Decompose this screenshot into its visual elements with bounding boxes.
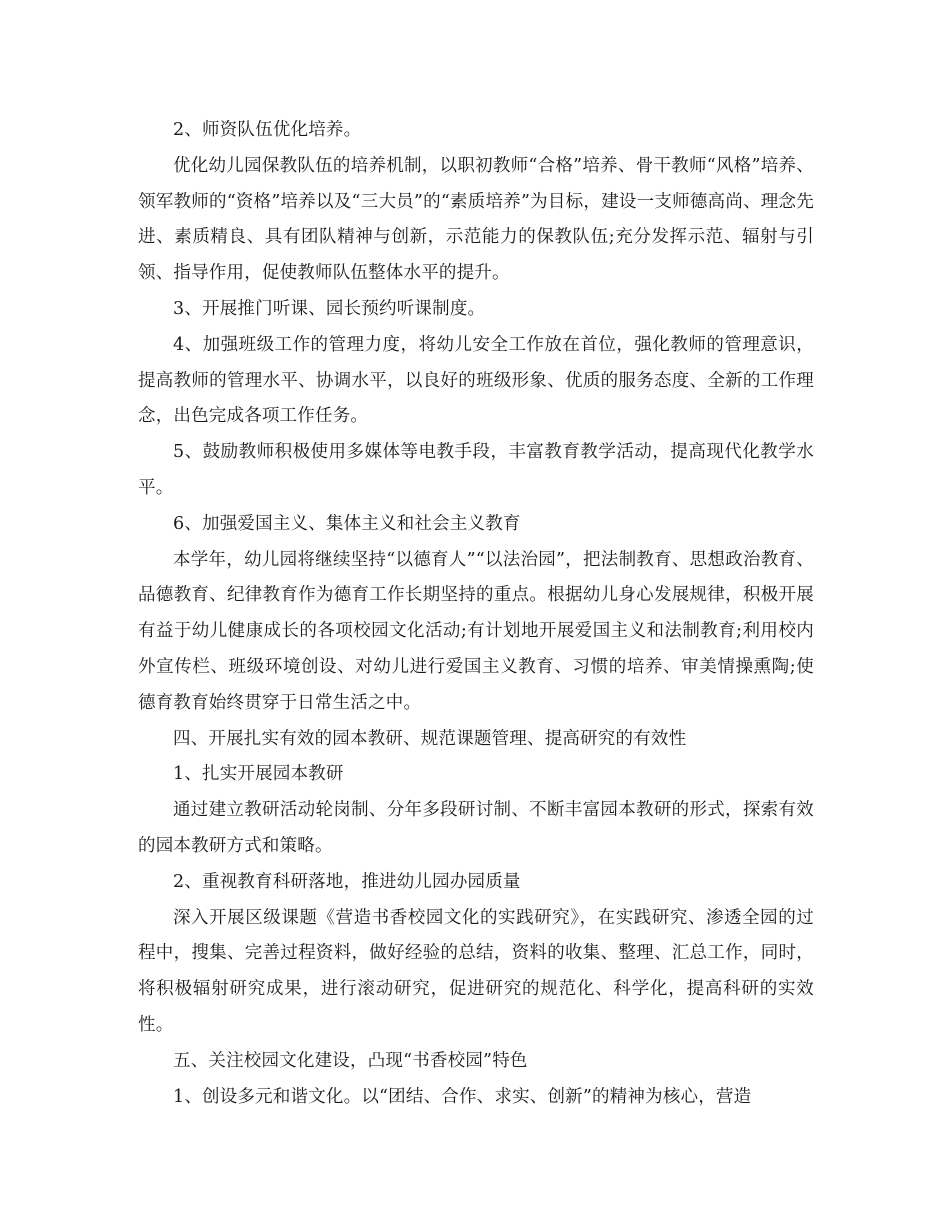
- chapter-heading-campus-culture: 五、关注校园文化建设，凸现“书香校园”特色: [173, 1050, 528, 1071]
- section-heading-scientific-research: 2、重视教育科研落地，推进幼儿园办园质量: [173, 871, 521, 892]
- item-lesson-observation: 3、开展推门听课、园长预约听课制度。: [173, 298, 486, 319]
- item-class-management: 4、加强班级工作的管理力度，将幼儿安全工作放在首位，强化教师的管理意识，提高教师的管理水平、协调水平，以良好的班级形象、优质的服务态度、全新的工作理念，出色完成各项工作任务。: [138, 334, 814, 427]
- paragraph-scientific-research: 深入开展区级课题《营造书香校园文化的实践研究》，在实践研究、渗透全园的过程中，搜集、完善过程资料，做好经验的总结，资料的收集、整理、汇总工作，同时，将积极辐射研究成果，进行滚动研究，促进研究的规范化、科学化，提高科研的实效性。: [138, 907, 814, 1035]
- chapter-heading-research: 四、开展扎实有效的园本教研、规范课题管理、提高研究的有效性: [173, 728, 687, 749]
- section-heading-patriotic-education: 6、加强爱国主义、集体主义和社会主义教育: [173, 513, 521, 534]
- paragraph-teacher-training: 优化幼儿园保教队伍的培养机制，以职初教师“合格”培养、骨干教师“风格”培养、领军教师的“资格”培养以及“三大员”的“素质培养”为目标，建设一支师德高尚、理念先进、素质精良、具有团队精神与创新，示范能力的保教队伍;充分发挥示范、辐射与引领、指导作用，促使教师队伍整体水平的提升。: [138, 155, 814, 284]
- paragraph-school-research: 通过建立教研活动轮岗制、分年多段研讨制、不断丰富园本教研的形式，探索有效的园本教研方式和策略。: [138, 800, 814, 856]
- document-body: [138, 113, 814, 1115]
- section-heading-school-research: 1、扎实开展园本教研: [173, 764, 344, 785]
- paragraph-campus-culture: 1、创设多元和谐文化。以“团结、合作、求实、创新”的精神为核心，营造: [173, 1086, 752, 1107]
- item-multimedia-teaching: 5、鼓励教师积极使用多媒体等电教手段，丰富教育教学活动，提高现代化教学水平。: [138, 442, 814, 498]
- section-heading-teacher-training: 2、师资队伍优化培养。: [173, 120, 362, 140]
- paragraph-patriotic-education: 本学年，幼儿园将继续坚持“以德育人”“以法治园”，把法制教育、思想政治教育、品德教育、纪律教育作为德育工作长期坚持的重点。根据幼儿身心发展规律，积极开展有益于幼儿健康成长的各项校园文化活动;有计划地开展爱国主义和法制教育;利用校内外宣传栏、班级环境创设、对幼儿进行爱国主义教育、习惯的培养、审美情操熏陶;使德育教育始终贯穿于日常生活之中。: [138, 549, 814, 713]
